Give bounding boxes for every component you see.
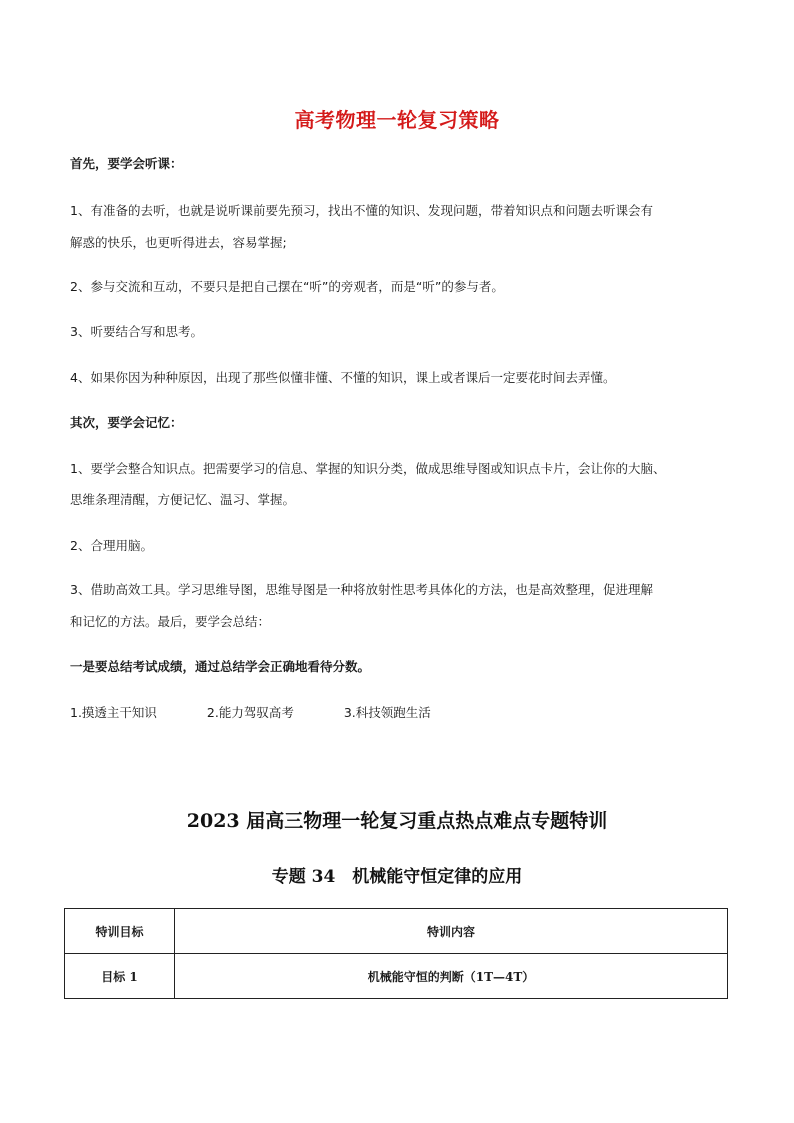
table-cell: 目标 1 [65, 954, 175, 999]
topic-title: 专题 34 机械能守恒定律的应用 [271, 867, 523, 887]
section1-item3: 3、听要结合写和思考。 [70, 324, 203, 339]
table-row [65, 954, 728, 999]
section2-item1-line2: 思维条理清醒，方便记忆、温习、掌握。 [70, 492, 296, 507]
table-header-cell: 特训内容 [175, 909, 728, 954]
training-table [64, 908, 728, 999]
section1-heading: 首先，要学会听课： [70, 156, 183, 171]
table-header-cell: 特训目标 [65, 909, 175, 954]
section1-item4: 4、如果你因为种种原因，出现了那些似懂非懂、不懂的知识，课上或者课后一定要花时间去弄懂。 [70, 370, 616, 385]
section2-item2: 2、合理用脑。 [70, 538, 153, 553]
section2-heading: 其次，要学会记忆： [70, 415, 183, 430]
section1-item1-line1: 1、有准备的去听，也就是说听课前要先预习，找出不懂的知识、发现问题，带着知识点和问题去听课会有 [70, 203, 653, 218]
section2-item1-line1: 1、要学会整合知识点。把需要学习的信息、掌握的知识分类，做成思维导图或知识点卡片，会让你的大脑、 [70, 461, 666, 476]
table-cell: 机械能守恒的判断（1T—4T） [175, 954, 728, 999]
tag-item: 2.能力驾驭高考 [206, 705, 294, 720]
tag-item: 1.摸透主干知识 [70, 705, 157, 720]
main-title: 高考物理一轮复习策略 [294, 108, 500, 132]
summary-text: 一是要总结考试成绩，通过总结学会正确地看待分数。 [70, 659, 371, 674]
section1-item1-line2: 解惑的快乐，也更听得进去，容易掌握; [70, 235, 287, 250]
section2-item3-line1: 3、借助高效工具。学习思维导图，思维导图是一种将放射性思考具体化的方法，也是高效整理，促进理解 [70, 582, 653, 597]
section2-item3-line2: 和记忆的方法。最后，要学会总结： [70, 614, 271, 629]
tag-list [70, 697, 477, 729]
table-header-row [65, 909, 728, 954]
tag-item: 3.科技领跑生活 [343, 705, 431, 720]
series-title: 2023 届高三物理一轮复习重点热点难点专题特训 [186, 810, 608, 832]
section1-item2: 2、参与交流和互动，不要只是把自己摆在“听”的旁观者，而是“听”的参与者。 [70, 279, 504, 294]
